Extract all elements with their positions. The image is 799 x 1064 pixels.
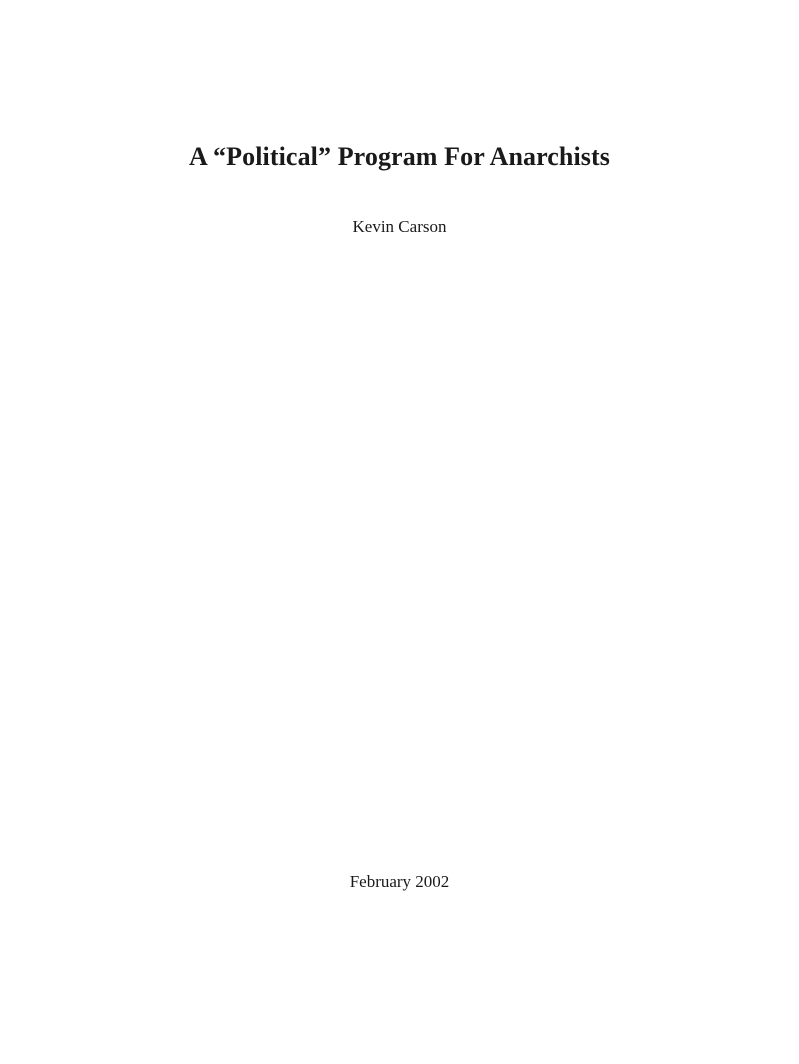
document-author: Kevin Carson [352, 217, 447, 236]
document-date: February 2002 [349, 872, 450, 891]
document-title: A “Political” Program For Anarchists [188, 142, 610, 171]
